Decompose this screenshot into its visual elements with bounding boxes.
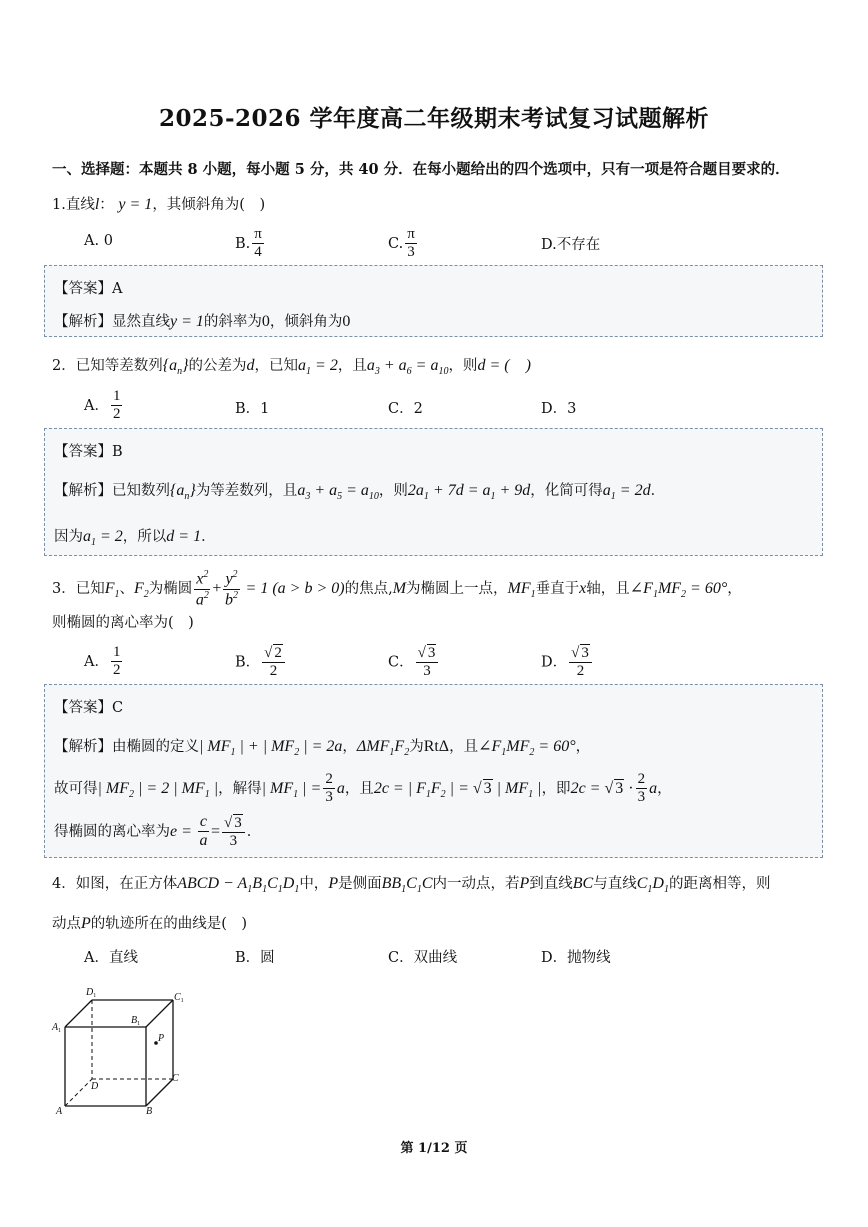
q2-analysis-line-2: 因为$a_1 = 2$，所以d = 1． <box>54 528 216 549</box>
question-4-stem-line-2: 动点P的轨迹所在的曲线是( ) <box>52 915 248 932</box>
label-p: P <box>158 1033 165 1044</box>
cube-figure <box>48 983 198 1118</box>
label-a: A <box>56 1106 63 1117</box>
q2-answer-box <box>44 428 823 556</box>
q1-answer: 【答案】A <box>54 281 123 297</box>
q2-option-d: D．3 <box>541 401 577 417</box>
q3-analysis-line-2: 故可得| $MF_2$ | = 2 | $MF_1$ |，解得| $MF_1$ | = $\frac{2}{3}$ a，且2c = | $F_1F_2$ | = √ 3 | $MF_1$ |，即2c = √ 3 · $\frac{2}{3}$ a， <box>54 771 672 806</box>
q1-option-a: A. 0 <box>84 233 113 249</box>
q3-option-d: D． $\frac{√ 3}{2}$ <box>541 644 594 681</box>
q1-option-d: D.不存在 <box>541 237 601 253</box>
q2-analysis-line-1: 【解析】已知数列$\{a_n\}$为等差数列，且$a_3 + a_5 = a_{10}$，则$2a_1 + 7d = a_1 + 9d$，化简可得$a_1 = 2d$． <box>54 482 666 503</box>
q4-option-b: B．圆 <box>235 950 275 966</box>
q2-option-a: A． $\frac{1}{2}$ <box>84 388 121 423</box>
section-heading: 一、选择题：本题共 8 小题，每小题 5 分，共 40 分．在每小题给出的四个选项中，只有一项是符合题目要求的． <box>52 161 790 178</box>
q2-option-c: C．2 <box>388 401 423 417</box>
label-d1: $D_1$ <box>86 987 97 999</box>
q3-option-a: A． $\frac{1}{2}$ <box>84 644 121 679</box>
q3-option-b: B． $\frac{√ 2}{2}$ <box>235 644 287 681</box>
q2-option-b: B．1 <box>235 401 270 417</box>
question-3-stem: 3．已知$F_1$、$F_2$为椭圆 $\frac{x^2}{a^2}$ + $\frac{y^2}{b^2}$ = 1 (a > b > 0)的焦点,M为椭圆上一点，$MF_1$垂直于x轴，且$\angle F_1MF_2 = 60^\circ$， <box>52 569 742 609</box>
label-b: B <box>146 1106 153 1117</box>
q3-analysis-line-1: 【解析】由椭圆的定义| $MF_1$ | + | $MF_2$ | = 2a，$\Delta MF_1F_2$为RtΔ，且$\angle F_1MF_2 = 60^\circ$， <box>54 738 591 759</box>
q3-option-c: C． $\frac{√ 3}{3}$ <box>388 644 440 681</box>
label-c1: $C_1$ <box>174 992 184 1004</box>
q3-answer: 【答案】C <box>54 700 124 716</box>
label-a1: $A_1$ <box>52 1022 62 1034</box>
label-d: D <box>91 1081 99 1092</box>
label-b1: $B_1$ <box>131 1015 141 1027</box>
q3-analysis-line-3: 得椭圆的离心率为e = $\frac{c}{a}$ = $\frac{√ 3}{3}$ ． <box>54 813 262 850</box>
q1-analysis: 【解析】显然直线y = 1的斜率为0，倾斜角为0 <box>54 313 351 330</box>
question-1-stem: 1.直线l： y = 1，其倾斜角为( ) <box>52 196 266 213</box>
q1-option-b: B. $\frac{\pi}{4}$ <box>235 226 262 261</box>
q3-answer-box <box>44 684 823 858</box>
question-4-stem: 4．如图，在正方体ABCD − $A_1B_1C_1D_1$中，P是侧面$BB_1C_1C$内一动点，若P到直线BC与直线$C_1D_1$的距离相等，则 <box>52 875 771 896</box>
q1-option-c: C. $\frac{\pi}{3}$ <box>388 226 415 261</box>
label-c: C <box>172 1073 179 1084</box>
page-title: 2025-2026 学年度高二年级期末考试复习试题解析 <box>158 105 710 132</box>
q4-option-a: A．直线 <box>84 950 138 966</box>
q4-option-c: C．双曲线 <box>388 950 458 966</box>
page-footer: 第 1/12 页 <box>400 1141 468 1156</box>
q1-answer-box <box>44 265 823 337</box>
question-2-stem: 2．已知等差数列$\{a_n\}$的公差为d，已知$a_1 = 2$，且$a_3 + a_6 = a_{10}$，则d = ( ) <box>52 357 531 378</box>
q2-answer: 【答案】B <box>54 444 123 460</box>
q4-option-d: D．抛物线 <box>541 950 611 966</box>
question-3-stem-line-2: 则椭圆的离心率为( ) <box>52 615 194 631</box>
